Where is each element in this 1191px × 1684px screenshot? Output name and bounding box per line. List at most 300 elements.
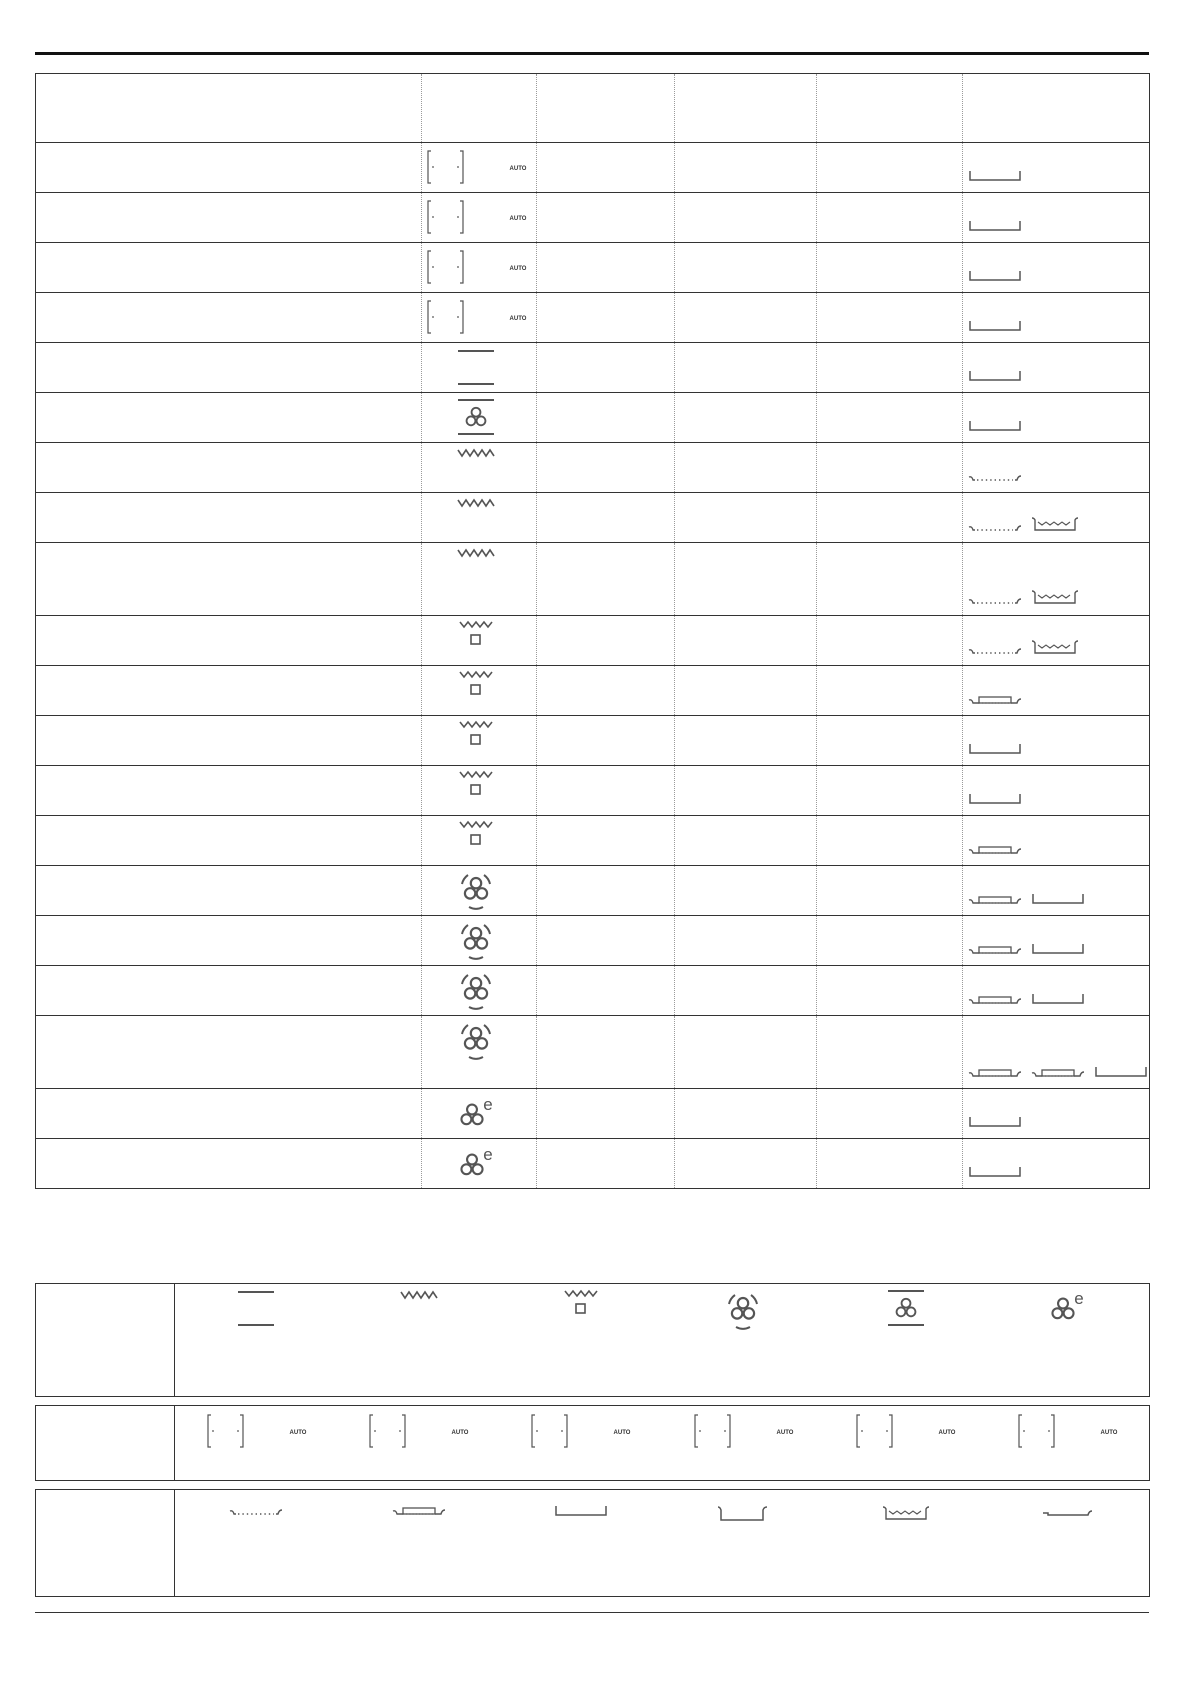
function-cell [422, 1089, 537, 1139]
value-cell [817, 393, 963, 443]
cell-content [675, 866, 816, 915]
cell-content [36, 193, 421, 242]
legend-item [886, 1288, 926, 1333]
value-cell [817, 666, 963, 716]
grill-insert-icon [967, 844, 1023, 856]
cell-content [963, 666, 1149, 715]
cell-content [36, 343, 421, 392]
value-cell [537, 543, 675, 616]
auto-label: AUTO [509, 316, 527, 322]
auto-shelf-icon [853, 1413, 958, 1449]
cell-content [675, 716, 816, 765]
cell-content [963, 393, 1149, 442]
cell-content [675, 1089, 816, 1138]
legend-item [691, 1413, 796, 1454]
shelf-tray-icon [967, 219, 1023, 233]
value-cell [817, 193, 963, 243]
value-cell [537, 966, 675, 1016]
cell-content [36, 1016, 421, 1088]
table-row [36, 543, 1150, 616]
value-cell [817, 543, 963, 616]
auto-label: AUTO [509, 266, 527, 272]
value-cell [537, 293, 675, 343]
function-cell [422, 816, 537, 866]
table-row [36, 816, 1150, 866]
grill-insert-icon [967, 894, 1023, 906]
cell-content [817, 766, 962, 815]
cell-content [422, 666, 536, 715]
legend-item [561, 1288, 601, 1321]
header-cell [963, 74, 1150, 143]
cell-content [963, 293, 1149, 342]
grill-icon [456, 546, 496, 560]
legend-item [399, 1288, 439, 1307]
top-bottom-fan-icon [456, 397, 496, 437]
table-row [36, 1089, 1150, 1139]
grill-small-icon [456, 719, 496, 747]
cell-content [537, 443, 674, 492]
legend-levels-table [35, 1405, 1150, 1481]
function-cell [422, 766, 537, 816]
cell-content [537, 293, 674, 342]
accessory-cell [963, 1016, 1150, 1089]
cell-content [537, 1139, 674, 1188]
grill-small-icon [456, 619, 496, 647]
function-cell [422, 916, 537, 966]
legend-accessories-table [35, 1489, 1150, 1597]
cell-content [963, 966, 1149, 1015]
shelf-tray-icon [967, 269, 1023, 283]
table-row [36, 616, 1150, 666]
food-cell [36, 493, 422, 543]
shelf-tray-icon [1030, 892, 1086, 906]
cell-content [963, 343, 1149, 392]
value-cell [675, 343, 817, 393]
wire-rack-icon [967, 596, 1023, 606]
table-row [36, 916, 1150, 966]
cell-content [817, 393, 962, 442]
table-row [36, 1016, 1150, 1089]
accessory-cell [963, 443, 1150, 493]
cell-content [422, 493, 536, 542]
value-cell [675, 916, 817, 966]
cell-content [36, 393, 421, 442]
food-cell [36, 343, 422, 393]
value-cell [537, 616, 675, 666]
value-cell [537, 443, 675, 493]
grill-icon [399, 1288, 439, 1302]
shelf-tray-icon [967, 792, 1023, 806]
accessory-cell [963, 143, 1150, 193]
grill-insert-icon [967, 944, 1023, 956]
cell-content [422, 543, 536, 615]
function-cell [422, 393, 537, 443]
value-cell [817, 866, 963, 916]
value-cell [817, 916, 963, 966]
cell-content [36, 616, 421, 665]
value-cell [817, 716, 963, 766]
table-row [36, 966, 1150, 1016]
grill-icon [456, 446, 496, 460]
table-row [36, 393, 1150, 443]
cell-content [422, 393, 536, 442]
top-bottom-fan-icon [886, 1288, 926, 1328]
value-cell [675, 393, 817, 443]
value-cell [817, 143, 963, 193]
food-cell [36, 716, 422, 766]
cell-content [36, 866, 421, 915]
cell-content [963, 616, 1149, 665]
cell-content [36, 443, 421, 492]
cell-content [817, 816, 962, 865]
accessory-cell [963, 1139, 1150, 1189]
shelf-tray-icon [1093, 1065, 1149, 1079]
food-cell [36, 1139, 422, 1189]
table-row [36, 293, 1150, 343]
grill-insert-icon [391, 1505, 447, 1517]
shelf-tray-icon [967, 1115, 1023, 1129]
shelf-tray-icon [967, 742, 1023, 756]
cell-content [675, 916, 816, 965]
value-cell [675, 766, 817, 816]
food-cell [36, 916, 422, 966]
drip-pan-icon [1030, 638, 1080, 656]
cell-content [675, 543, 816, 615]
accessory-cell [963, 666, 1150, 716]
value-cell [675, 543, 817, 616]
cell-content [422, 616, 536, 665]
function-cell [422, 1139, 537, 1189]
hot-air-fan-icon [455, 1018, 497, 1060]
cell-content [675, 293, 816, 342]
cell-content [36, 493, 421, 542]
food-cell [36, 243, 422, 293]
cell-content [817, 966, 962, 1015]
cell-content [422, 866, 536, 915]
cell-content [963, 1089, 1149, 1138]
accessory-cell [963, 343, 1150, 393]
value-cell [817, 616, 963, 666]
wire-rack-icon [967, 473, 1023, 483]
wire-rack-icon [967, 523, 1023, 533]
legend-functions-table [35, 1283, 1150, 1397]
function-cell [422, 193, 537, 243]
food-cell [36, 1016, 422, 1089]
food-cell [36, 1089, 422, 1139]
function-cell [422, 966, 537, 1016]
shelf-tray-icon [967, 369, 1023, 383]
table-row [36, 766, 1150, 816]
cell-content [963, 1139, 1149, 1188]
legend-item [853, 1413, 958, 1454]
function-cell [422, 493, 537, 543]
value-cell [675, 493, 817, 543]
cell-content [817, 716, 962, 765]
accessory-cell [963, 716, 1150, 766]
eco-fan-icon [1047, 1288, 1089, 1324]
cell-content [537, 243, 674, 292]
value-cell [817, 243, 963, 293]
auto-label: AUTO [938, 1430, 956, 1436]
value-cell [675, 193, 817, 243]
value-cell [675, 616, 817, 666]
value-cell [537, 816, 675, 866]
accessory-cell [963, 816, 1150, 866]
food-cell [36, 866, 422, 916]
flat-tray-icon [1040, 1505, 1096, 1517]
value-cell [817, 343, 963, 393]
value-cell [537, 143, 675, 193]
cell-content [36, 143, 421, 192]
cell-content [675, 343, 816, 392]
shelf-tray-icon [967, 319, 1023, 333]
auto-shelf-icon [1015, 1413, 1120, 1449]
legend-item [366, 1413, 471, 1454]
function-cell [422, 1016, 537, 1089]
hot-air-fan-icon [455, 918, 497, 960]
cell-content [817, 866, 962, 915]
auto-shelf-icon [424, 149, 529, 185]
value-cell [537, 193, 675, 243]
cell-content [537, 543, 674, 615]
cell-content [963, 1016, 1149, 1088]
eco-label: e [483, 1095, 493, 1114]
auto-shelf-icon [424, 199, 529, 235]
top-bottom-heat-icon [236, 1288, 276, 1328]
cell-content [36, 243, 421, 292]
cell-content [537, 716, 674, 765]
accessory-cell [963, 1089, 1150, 1139]
header-cell [36, 74, 422, 143]
accessory-cell [963, 766, 1150, 816]
cell-content [675, 143, 816, 192]
grill-icon [456, 496, 496, 510]
hot-air-fan-icon [722, 1288, 764, 1330]
value-cell [817, 966, 963, 1016]
grill-insert-icon [967, 994, 1023, 1006]
cell-content [675, 493, 816, 542]
cell-content [36, 293, 421, 342]
cell-content [537, 1016, 674, 1088]
table-row [36, 193, 1150, 243]
cell-content [963, 816, 1149, 865]
value-cell [675, 1016, 817, 1089]
cell-content [817, 1139, 962, 1188]
header-cell [537, 74, 675, 143]
function-cell [422, 716, 537, 766]
eco-label: e [483, 1145, 493, 1164]
eco-label: e [1074, 1289, 1084, 1308]
wire-rack-icon [967, 646, 1023, 656]
auto-label: AUTO [509, 166, 527, 172]
value-cell [537, 866, 675, 916]
cell-content [675, 666, 816, 715]
legend-item [715, 1504, 771, 1527]
cell-content [963, 766, 1149, 815]
grill-small-icon [456, 669, 496, 697]
accessory-cell [963, 193, 1150, 243]
value-cell [817, 816, 963, 866]
cell-content [537, 866, 674, 915]
legend-item [1047, 1288, 1089, 1329]
value-cell [675, 816, 817, 866]
hot-air-fan-icon [455, 968, 497, 1010]
cell-content [422, 1016, 536, 1088]
table-row [36, 243, 1150, 293]
function-cell [422, 543, 537, 616]
value-cell [537, 243, 675, 293]
cell-content [675, 766, 816, 815]
shelf-tray-icon [967, 1165, 1023, 1179]
value-cell [675, 666, 817, 716]
cell-content [422, 1089, 536, 1138]
auto-label: AUTO [613, 1430, 631, 1436]
food-cell [36, 393, 422, 443]
cell-content [963, 443, 1149, 492]
value-cell [537, 916, 675, 966]
cell-content [422, 966, 536, 1015]
auto-shelf-icon [424, 249, 529, 285]
value-cell [537, 1139, 675, 1189]
cell-content [537, 193, 674, 242]
table-row [36, 443, 1150, 493]
cell-content [537, 766, 674, 815]
cell-content [963, 543, 1149, 615]
accessory-cell [963, 543, 1150, 616]
cell-content [422, 443, 536, 492]
cell-content [675, 443, 816, 492]
value-cell [817, 293, 963, 343]
function-cell [422, 866, 537, 916]
legend-item [722, 1288, 764, 1335]
function-cell [422, 343, 537, 393]
cell-content [817, 493, 962, 542]
drip-pan-icon [1030, 588, 1080, 606]
cell-content [817, 443, 962, 492]
value-cell [675, 1089, 817, 1139]
accessory-cell [963, 293, 1150, 343]
legend-item [881, 1504, 931, 1527]
cell-content [817, 666, 962, 715]
cell-content [36, 966, 421, 1015]
value-cell [675, 716, 817, 766]
cell-content [817, 543, 962, 615]
legend-item [236, 1288, 276, 1333]
legend-item [204, 1413, 309, 1454]
drip-pan-icon [881, 1504, 931, 1522]
value-cell [537, 666, 675, 716]
cell-content [537, 816, 674, 865]
grill-insert-icon [967, 1067, 1023, 1079]
value-cell [817, 766, 963, 816]
cell-content [422, 816, 536, 865]
food-cell [36, 143, 422, 193]
cell-content [963, 193, 1149, 242]
drip-pan-icon [1030, 515, 1080, 533]
cell-content [36, 1139, 421, 1188]
legend-item [228, 1504, 284, 1522]
food-cell [36, 666, 422, 716]
cell-content [963, 866, 1149, 915]
cell-content [675, 193, 816, 242]
cell-content [675, 616, 816, 665]
shelf-tray-icon [1030, 992, 1086, 1006]
accessory-cell [963, 243, 1150, 293]
table-row [36, 716, 1150, 766]
cell-content [422, 766, 536, 815]
shelf-tray-icon [1030, 942, 1086, 956]
value-cell [817, 1016, 963, 1089]
table-row [36, 143, 1150, 193]
auto-shelf-icon [424, 299, 529, 335]
value-cell [537, 393, 675, 443]
header-cell [817, 74, 963, 143]
cell-content [36, 916, 421, 965]
table-row [36, 866, 1150, 916]
value-cell [817, 493, 963, 543]
cell-content [422, 1139, 536, 1188]
table-row [36, 343, 1150, 393]
cell-content [963, 916, 1149, 965]
cell-content [537, 616, 674, 665]
cell-content [36, 816, 421, 865]
grill-insert-icon [1030, 1067, 1086, 1079]
cell-content [817, 916, 962, 965]
cell-content [422, 293, 536, 342]
value-cell [675, 293, 817, 343]
auto-shelf-icon [204, 1413, 309, 1449]
value-cell [817, 1139, 963, 1189]
value-cell [537, 343, 675, 393]
cell-content [817, 243, 962, 292]
auto-shelf-icon [528, 1413, 633, 1449]
value-cell [675, 1139, 817, 1189]
auto-label: AUTO [776, 1430, 794, 1436]
cell-content [422, 243, 536, 292]
cell-content [537, 493, 674, 542]
cell-content [36, 1089, 421, 1138]
value-cell [675, 866, 817, 916]
value-cell [675, 443, 817, 493]
accessory-cell [963, 493, 1150, 543]
top-bottom-heat-icon [456, 347, 496, 387]
auto-label: AUTO [289, 1430, 307, 1436]
cell-content [675, 393, 816, 442]
cell-content [817, 1089, 962, 1138]
eco-fan-icon [456, 1094, 498, 1130]
grill-insert-icon [967, 694, 1023, 706]
cell-content [675, 1016, 816, 1088]
legend-functions-label [36, 1284, 175, 1396]
cell-content [537, 1089, 674, 1138]
function-cell [422, 443, 537, 493]
cell-content [36, 543, 421, 615]
cell-content [537, 393, 674, 442]
cell-content [537, 966, 674, 1015]
legend-item [391, 1504, 447, 1522]
value-cell [675, 243, 817, 293]
food-cell [36, 293, 422, 343]
cell-content [36, 766, 421, 815]
food-cell [36, 966, 422, 1016]
legend-item [1015, 1413, 1120, 1454]
auto-shelf-icon [366, 1413, 471, 1449]
settings-table [35, 73, 1150, 1189]
table-row [36, 493, 1150, 543]
legend-levels-label [36, 1406, 175, 1480]
shelf-tray-icon [553, 1504, 609, 1518]
cell-content [422, 716, 536, 765]
